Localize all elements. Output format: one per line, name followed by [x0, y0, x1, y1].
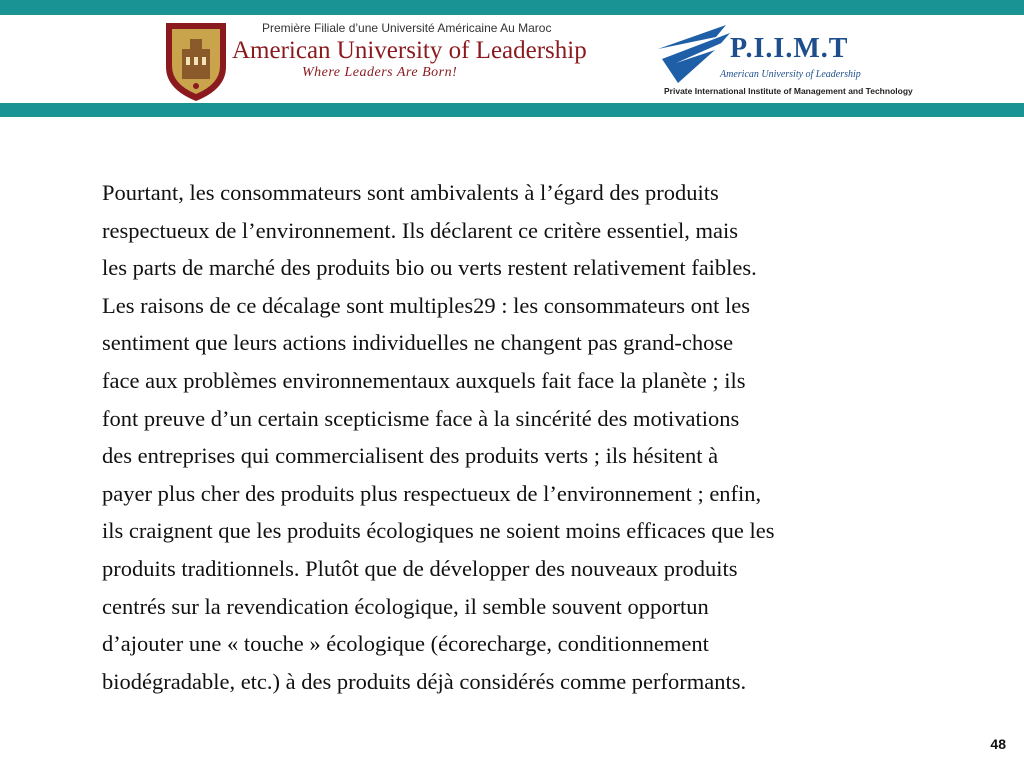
body-line: payer plus cher des produits plus respectueux de l’environnement ; enfin,: [102, 480, 762, 506]
body-line: ils craignent que les produits écologiques ne soient moins efficaces que les: [102, 518, 775, 544]
body-line: font preuve d’un certain scepticisme face à la sincérité des motivations: [102, 405, 740, 431]
body-line: Les raisons de ce décalage sont multiples29 : les consommateurs ont les: [102, 292, 750, 318]
aul-shield-logo: [160, 19, 232, 103]
body-line: centrés sur la revendication écologique, il semble souvent opportun: [102, 593, 709, 619]
body-line: des entreprises qui commercialisent des produits verts ; ils hésitent à: [102, 443, 719, 469]
body-line: les parts de marché des produits bio ou verts restent relativement faibles.: [102, 255, 757, 281]
body-line: biodégradable, etc.) à des produits déjà considérés comme performants.: [102, 668, 747, 694]
bottom-teal-band: [0, 103, 1024, 117]
aul-name: American University of Leadership: [232, 37, 587, 64]
page-number: 48: [990, 736, 1006, 752]
body-line: sentiment que leurs actions individuelles ne changent pas grand-chose: [102, 330, 734, 356]
body-paragraph: [102, 174, 982, 700]
header-banner: [0, 15, 1024, 103]
top-teal-band: [0, 0, 1024, 15]
body-line: Pourtant, les consommateurs sont ambivalents à l’égard des produits: [102, 180, 719, 205]
piimt-title: P.I.I.M.T: [730, 33, 849, 64]
body-line: face aux problèmes environnementaux auxquels fait face la planète ; ils: [102, 367, 746, 393]
piimt-subtitle: American University of Leadership: [720, 69, 861, 80]
body-line: produits traditionnels. Plutôt que de développer des nouveaux produits: [102, 555, 738, 581]
body-line: respectueux de l’environnement. Ils déclarent ce critère essentiel, mais: [102, 217, 738, 243]
aul-text-block: [232, 21, 612, 81]
piimt-full-name: Private International Institute of Management and Technology: [664, 86, 913, 96]
body-line: d’ajouter une « touche » écologique (écorecharge, conditionnement: [102, 631, 709, 657]
aul-tagline: Where Leaders Are Born!: [302, 65, 458, 80]
aul-subtitle: Première Filiale d’une Université Américaine Au Maroc: [262, 21, 552, 35]
